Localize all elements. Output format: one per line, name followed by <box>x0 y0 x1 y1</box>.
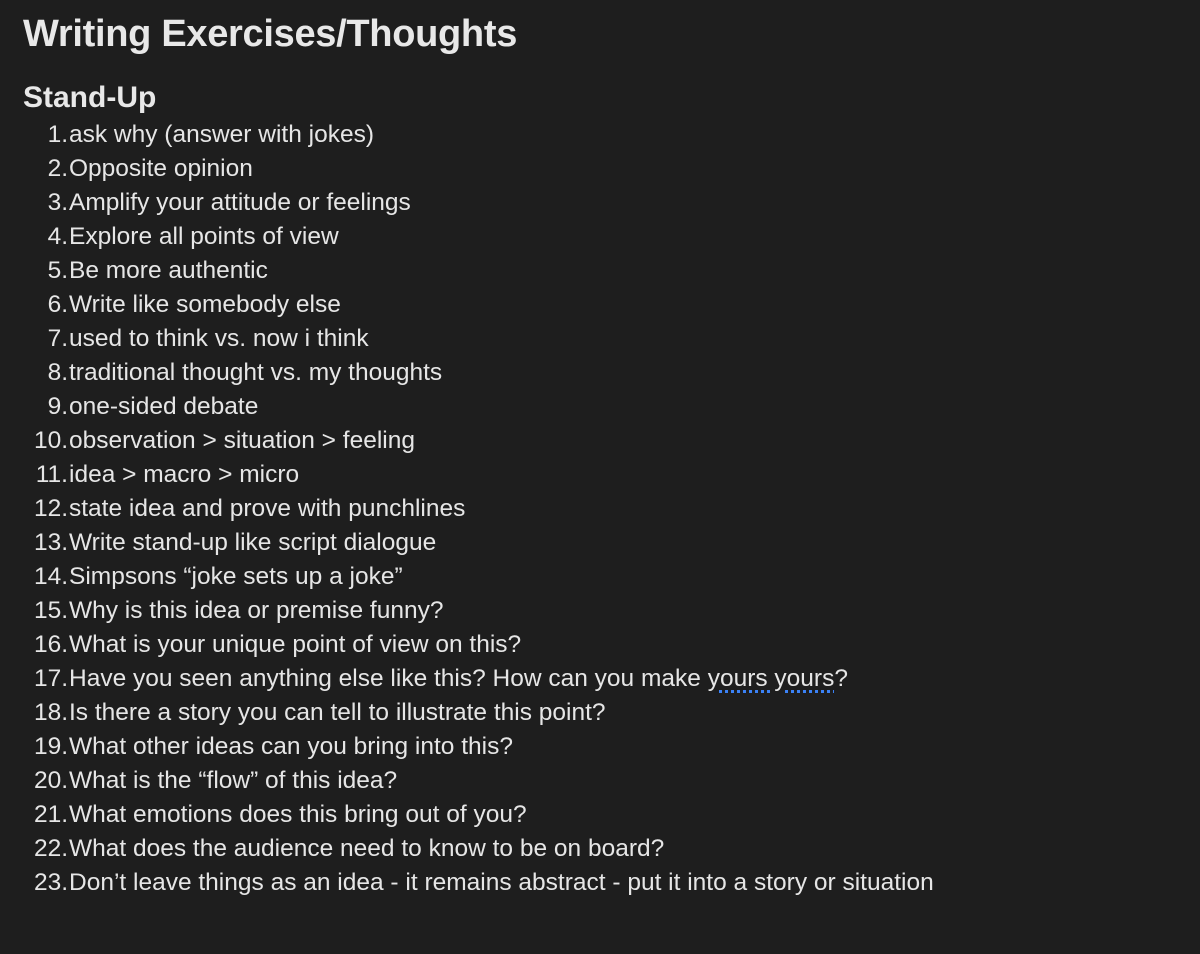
list-item[interactable] <box>23 118 1200 152</box>
list-item-number: 21. <box>33 801 68 828</box>
list-item-number: 9. <box>47 393 68 420</box>
list-item-number: 10. <box>33 427 68 454</box>
list-item-number: 20. <box>33 767 68 794</box>
list-item-number: 8. <box>47 359 68 386</box>
list-item-text: What is your unique point of view on this? <box>69 631 522 658</box>
list-item[interactable] <box>23 526 1200 560</box>
list-item-number: 23. <box>33 869 68 896</box>
list-item-text-segment: Have you seen anything else like this? How can you make <box>69 665 708 692</box>
list-item[interactable] <box>23 832 1200 866</box>
list-item-number: 4. <box>47 223 68 250</box>
list-item-number: 5. <box>47 257 68 284</box>
list-item-text: used to think vs. now i think <box>69 325 369 352</box>
list-item-text: What is the “flow” of this idea? <box>69 767 398 794</box>
list-item-text: Opposite opinion <box>69 155 253 182</box>
list-item-number: 13. <box>33 529 68 556</box>
list-item-number: 18. <box>33 699 68 726</box>
list-item-number: 11. <box>35 461 68 488</box>
list-item-text: Explore all points of view <box>69 223 339 250</box>
list-item-text: Why is this idea or premise funny? <box>69 597 444 624</box>
list-item[interactable] <box>23 662 1200 696</box>
section-heading-stand-up[interactable]: Stand-Up <box>23 81 157 114</box>
list-item[interactable] <box>23 288 1200 322</box>
list-item-number: 15. <box>33 597 68 624</box>
list-item-text: state idea and prove with punchlines <box>69 495 466 522</box>
list-item[interactable] <box>23 220 1200 254</box>
list-item-text-segment: ? <box>834 665 848 692</box>
list-item-text: What other ideas can you bring into this? <box>69 733 513 760</box>
list-item-number: 14. <box>33 563 68 590</box>
list-item-text: What emotions does this bring out of you? <box>69 801 527 828</box>
list-item-text: Simpsons “joke sets up a joke” <box>69 563 403 590</box>
list-item-number: 2. <box>47 155 68 182</box>
list-item-text: idea > macro > micro <box>69 461 300 488</box>
list-item[interactable] <box>23 764 1200 798</box>
list-item-text: Write like somebody else <box>69 291 341 318</box>
list-item-text: one-sided debate <box>69 393 259 420</box>
list-item[interactable] <box>23 186 1200 220</box>
spellcheck-flagged-word[interactable]: yours yours <box>707 665 835 692</box>
list-item[interactable] <box>23 152 1200 186</box>
list-item[interactable] <box>23 458 1200 492</box>
list-item-number: 16. <box>33 631 68 658</box>
list-item-text: What does the audience need to know to be on board? <box>69 835 665 862</box>
list-item-number: 1. <box>47 121 68 148</box>
list-item[interactable] <box>23 798 1200 832</box>
list-item[interactable] <box>23 628 1200 662</box>
list-item-number: 7. <box>47 325 68 352</box>
list-item-text: Write stand-up like script dialogue <box>69 529 437 556</box>
list-item[interactable] <box>23 356 1200 390</box>
list-item[interactable] <box>23 390 1200 424</box>
list-item-text: Amplify your attitude or feelings <box>69 189 411 216</box>
list-item-text: observation > situation > feeling <box>69 427 415 454</box>
list-item-text: Is there a story you can tell to illustrate this point? <box>69 699 606 726</box>
list-item-text: Don’t leave things as an idea - it remains abstract - put it into a story or situation <box>69 869 934 896</box>
list-item-number: 12. <box>33 495 68 522</box>
list-item-text <box>68 662 848 696</box>
list-item-number: 19. <box>33 733 68 760</box>
list-item[interactable] <box>23 594 1200 628</box>
list-item-number: 3. <box>47 189 68 216</box>
list-item-text: ask why (answer with jokes) <box>69 121 374 148</box>
list-item[interactable] <box>23 560 1200 594</box>
list-item[interactable] <box>23 730 1200 764</box>
list-item[interactable] <box>23 322 1200 356</box>
note-title[interactable]: Writing Exercises/Thoughts <box>23 13 518 55</box>
list-item[interactable] <box>23 424 1200 458</box>
list-item[interactable] <box>23 254 1200 288</box>
list-item-text: Be more authentic <box>69 257 268 284</box>
numbered-list <box>23 118 1200 900</box>
list-item-number: 6. <box>47 291 68 318</box>
list-item-number: 17. <box>33 665 68 692</box>
list-item[interactable] <box>23 866 1200 900</box>
list-item-number: 22. <box>33 835 68 862</box>
list-item[interactable] <box>23 696 1200 730</box>
list-item-text: traditional thought vs. my thoughts <box>69 359 443 386</box>
list-item[interactable] <box>23 492 1200 526</box>
